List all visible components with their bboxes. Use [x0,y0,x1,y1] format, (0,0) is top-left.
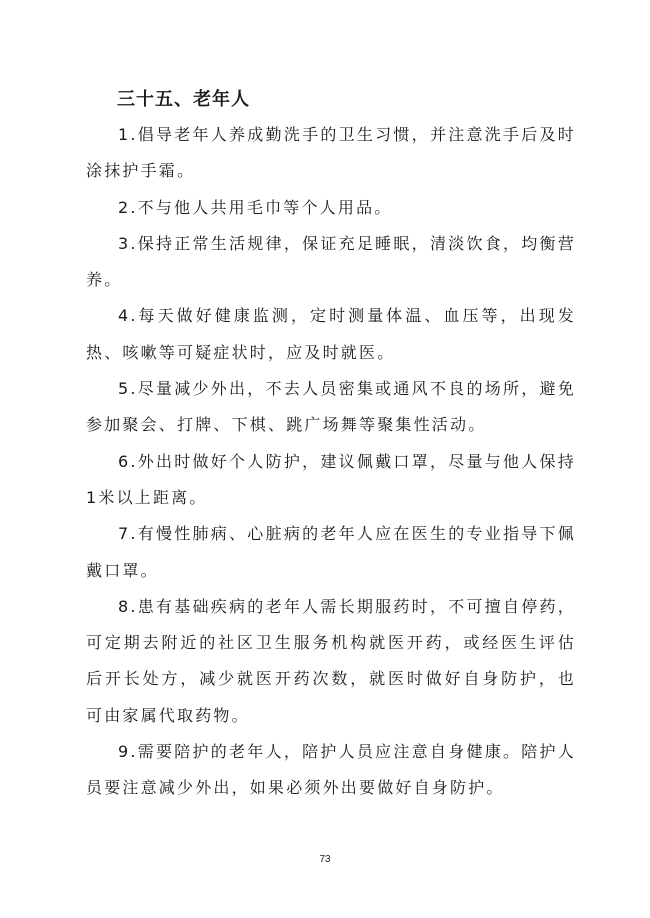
paragraph-8: 8.患有基础疾病的老年人需长期服药时，不可擅自停药，可定期去附近的社区卫生服务机构就医开药，或经医生评估后开长处方，减少就医开药次数，就医时做好自身防护，也可由家属代取药物。 [86,596,576,725]
body-text [86,117,576,807]
paragraph-5: 5.尽量减少外出，不去人员密集或通风不良的场所，避免参加聚会、打牌、下棋、跳广场舞等聚集性活动。 [86,379,576,435]
section-heading: 三十五、老年人 [117,89,250,110]
paragraph-6: 6.外出时做好个人防护，建议佩戴口罩，尽量与他人保持1米以上距离。 [86,451,576,507]
paragraph-2: 2.不与他人共用毛巾等个人用品。 [118,197,393,217]
paragraph-1: 1.倡导老年人养成勤洗手的卫生习惯，并注意洗手后及时涂抹护手霜。 [86,125,576,181]
paragraph-4: 4.每天做好健康监测，定时测量体温、血压等，出现发热、咳嗽等可疑症状时，应及时就医。 [86,306,576,362]
paragraph-7: 7.有慢性肺病、心脏病的老年人应在医生的专业指导下佩戴口罩。 [86,524,576,580]
page-number: 73 [319,854,331,865]
paragraph-3: 3.保持正常生活规律，保证充足睡眠，清淡饮食，均衡营养。 [86,233,576,290]
paragraph-9: 9.需要陪护的老年人，陪护人员应注意自身健康。陪护人员要注意减少外出，如果必须外出要做好自身防护。 [86,742,576,798]
